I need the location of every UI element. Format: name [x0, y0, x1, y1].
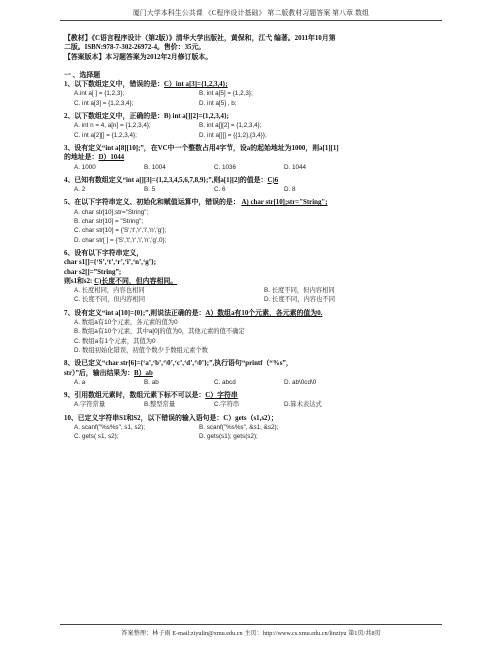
intro-line-3: 【答案版本】本习题答案为2012年2月修订版本。 — [64, 53, 213, 61]
question-2-stem: 2、以下数组定义中，正确的是： — [64, 113, 164, 121]
option-a: A.int a[ ] = {1,2,3}; — [74, 90, 125, 98]
option-c: C. abcd — [214, 378, 236, 386]
option-a: A. a — [74, 378, 86, 386]
question-3-options — [64, 163, 444, 172]
option-c: C. 1036 — [214, 163, 237, 171]
question-3-answer: D）1044 — [98, 154, 125, 162]
option-d: D. 1044 — [284, 163, 307, 171]
option-a: A. 2 — [74, 186, 86, 194]
question-1-stem: 1、以下数组定义中，错误的是： — [64, 81, 164, 89]
question-9-stem: 9、引用数组元素时，数组元素下标不可以是： — [64, 392, 206, 400]
option-b: B. 5 — [144, 186, 156, 194]
question-4-stem: 4、已知有数组定义“int a[][3]={1,2,3,4,5,6,7,8,9};”,则a[1][2]的值是： — [64, 176, 268, 184]
option-b: B. 长度不同，但内容相同 — [264, 287, 335, 295]
option-c: C. char str[10] = {'S','t','r','i','n','g'}; — [74, 227, 167, 235]
option-c: C. 6 — [214, 186, 226, 194]
question-8-line-2 — [64, 369, 444, 378]
option-d: D. 数组初始化错误，初值个数少于数组元素个数 — [74, 346, 208, 354]
question-3-line-1: 3、设有定义“int a[8][10];”，在VC中一个整数占用4字节，设a的起始地址为1000，则a[1][1] — [64, 144, 339, 152]
question-8-line-1: 8、设已定义“char str[6]={‘a’,‘b’,‘\0’,‘c’,‘d’,‘\0’};”,执行语句“printf（“%s”， — [64, 360, 293, 368]
question-7-answer: A）数组a有10个元素，各元素的值为0. — [205, 309, 323, 317]
option-d: D. int a[5] , b; — [199, 99, 237, 107]
option-a: A.字符常量 — [74, 401, 106, 409]
option-b: B. ab — [144, 378, 159, 386]
question-9 — [64, 391, 444, 400]
question-10-stem: 10、已定义字符串S1和S2，以下错误的输入语句是： — [64, 414, 224, 422]
question-1-options-cd — [64, 99, 444, 108]
question-7-stem: 7、设有定义“int a[10]={0};”,则说法正确的是： — [64, 309, 206, 317]
header-rule — [60, 20, 442, 21]
question-3-line-2 — [64, 153, 444, 162]
option-d: D. char str[ ] = {'S','t','r','i','n','g',0}; — [74, 236, 167, 244]
option-b: B. int a[5] = {1,2,3}; — [199, 90, 253, 98]
option-b: B. 1004 — [144, 163, 166, 171]
question-6-options-ab — [64, 286, 444, 295]
question-1-answer: C）int a[3]={1,2,3,4}; — [163, 81, 228, 89]
option-c: C. int a[2][] = {1,2,3,4}; — [74, 131, 137, 139]
question-10-answer: C）gets（s1,s2）； — [223, 414, 278, 422]
question-6-answer: C)长度不同，但内容相同。 — [94, 277, 178, 285]
question-1-options-ab — [64, 89, 444, 98]
question-10 — [64, 414, 444, 423]
question-7 — [64, 309, 444, 318]
question-6-ask — [64, 277, 444, 286]
question-9-options — [64, 400, 444, 409]
page-footer: 答案整理：林子雨 E-mail:ziyulin@xmu.edu.cn 主页：http://www.cs.xmu.edu.cn/linziyu 第1页/共8页 — [121, 630, 381, 637]
question-9-answer: C）字符串 — [205, 392, 238, 400]
question-8-options — [64, 378, 444, 387]
intro-line-1: 【教材】《C语言程序设计（第2版）》清华大学出版社，黄保和，江弋 编著。2011年10月第 — [64, 35, 336, 42]
question-2-answer: B) int a[][2]={1,2,3,4}; — [163, 113, 229, 121]
question-4-options — [64, 185, 444, 194]
option-d: D. int a[][] = {{1,2},{3,4}}; — [199, 131, 267, 139]
option-a: A. 数组a有10个元素，各元素的值为0 — [74, 319, 178, 327]
question-4 — [64, 176, 444, 185]
option-c: C.字符串 — [214, 401, 240, 409]
option-d: D. 长度不同，内容也不同 — [264, 296, 336, 304]
footer-rule — [60, 624, 442, 625]
question-5-stem: 5、在以下字符串定义、初始化和赋值运算中，错误的是： — [64, 199, 240, 207]
option-c: C. 数组a有1个元素，其值为0 — [74, 337, 156, 345]
question-1 — [64, 80, 444, 89]
question-4-answer: C)6 — [267, 176, 279, 184]
question-6-def-1: char s1[]={‘S’,‘t’,‘r’,‘i’,‘n’,‘g’}; — [64, 259, 157, 267]
question-6-stem: 6、设有以下字符串定义， — [64, 249, 144, 257]
page-header: 厦门大学本科生公共课 《C程序设计基础》 第二版教材习题答案 第八章 数组 — [132, 10, 370, 17]
option-d: D. 8 — [284, 186, 296, 194]
option-b: B. scanf("%s%s", &s1, &s2); — [199, 423, 279, 431]
option-d: D. gets(s1); gets(s2); — [199, 433, 258, 441]
option-a: A. char str[10];str="String"; — [74, 208, 149, 216]
question-3-stem: 的地址是： — [64, 154, 99, 162]
question-8-answer: B）ab — [134, 369, 153, 377]
option-c: C. 长度不同，但内容相同 — [74, 296, 146, 304]
option-a: A. scanf("%s%s", s1, s2); — [74, 423, 145, 431]
intro-line-2: 二版。ISBN:978-7-302-26972-4。售价：35元。 — [64, 44, 206, 52]
option-a: A. int n = 4, a[n] = {1,2,3,4}; — [74, 122, 151, 130]
option-c: C. int a[3] = {1,2,3,4}; — [74, 99, 134, 107]
option-b: B. 数组a有10个元素，其中a[0]的值为0，其他元素的值不确定 — [74, 328, 245, 336]
document-body — [64, 34, 444, 442]
question-10-options-cd — [64, 432, 444, 441]
option-d: D. ab\0cd\0 — [284, 378, 317, 386]
question-2-options-cd — [64, 131, 444, 140]
option-a: A. 1000 — [74, 163, 96, 171]
question-5 — [64, 198, 444, 207]
section-title: 一 、选择题 — [64, 71, 101, 79]
question-2-options-ab — [64, 121, 444, 130]
option-c: C. gets( s1, s2); — [74, 433, 119, 441]
option-a: A. 长度相同，内容也相同 — [74, 287, 145, 295]
question-6-options-cd — [64, 295, 444, 304]
question-6-stem-2: 则s1和s2: — [64, 277, 93, 285]
option-b: B. char str[10] = "String"; — [74, 218, 144, 226]
question-2 — [64, 112, 444, 121]
option-b: B. int a[][2] = {1,2,3,4}; — [199, 122, 262, 130]
option-b: B.整型常量 — [144, 401, 176, 409]
question-8-stem: str）”后，输出结果为： — [64, 369, 135, 377]
question-10-options-ab — [64, 423, 444, 432]
option-d: D.算术表达式 — [284, 401, 322, 409]
question-6-def-2: char s2[]=”String”; — [64, 268, 122, 276]
question-5-answer: A) char str[10];str="String"; — [241, 199, 328, 207]
